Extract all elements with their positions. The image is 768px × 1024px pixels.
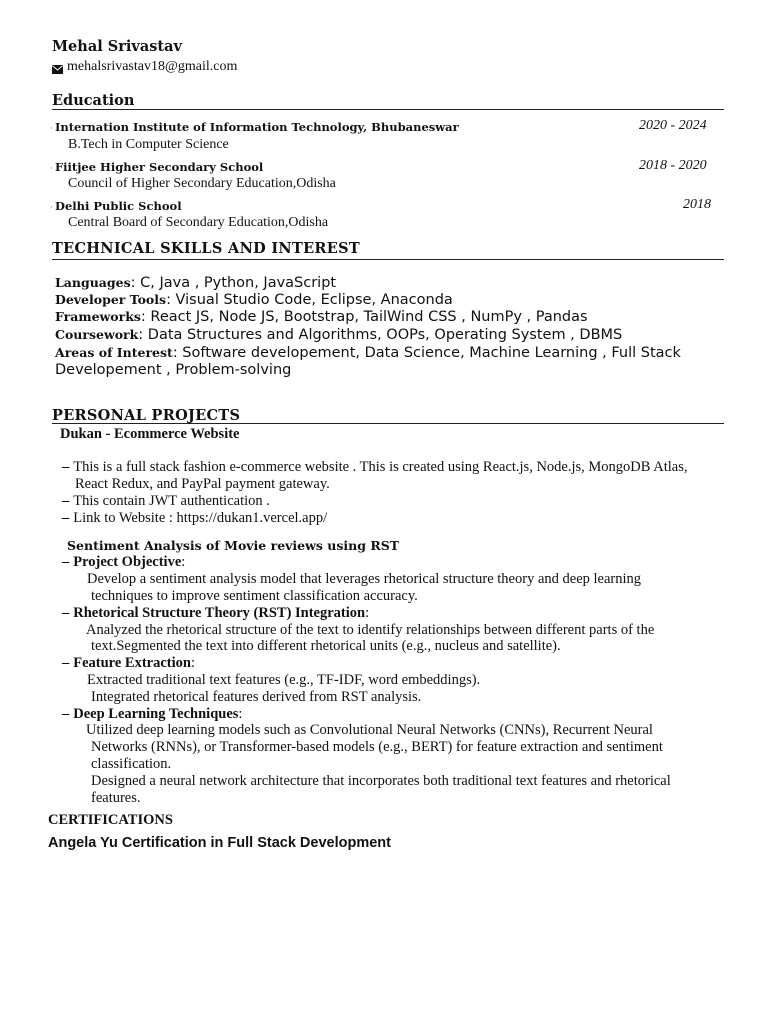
text-line: Analyzed the rhetorical structure of the text to identify relationships between different parts of the xyxy=(86,622,655,638)
education-detail: Council of Higher Secondary Education,Odisha xyxy=(68,176,336,191)
list-item: – Project Objective: xyxy=(62,554,186,570)
education-dates: 2020 - 2024 xyxy=(639,118,707,133)
email-link[interactable]: mehalsrivastav18@gmail.com xyxy=(67,59,238,74)
skill-languages: Languages: C, Java , Python, JavaScript xyxy=(55,275,337,291)
list-item-continuation: React Redux, and PayPal payment gateway. xyxy=(75,476,330,492)
email-row xyxy=(52,59,237,75)
skill-continuation: Developement , Problem-solving xyxy=(55,362,292,378)
website-link[interactable]: Link to Website : https://dukan1.vercel.app/ xyxy=(73,510,328,526)
project-title: Dukan - Ecommerce Website xyxy=(60,426,240,442)
education-detail: B.Tech in Computer Science xyxy=(68,137,229,152)
projects-heading: PERSONAL PROJECTS xyxy=(52,407,241,424)
text-line: Extracted traditional text features (e.g., TF-IDF, word embeddings). xyxy=(87,672,481,688)
bullet-dot-icon: · xyxy=(50,163,53,173)
certifications-heading: CERTIFICATIONS xyxy=(48,812,173,828)
text-line: techniques to improve sentiment classification accuracy. xyxy=(91,588,418,604)
list-item: – Feature Extraction: xyxy=(62,655,195,671)
education-dates: 2018 - 2020 xyxy=(639,158,707,173)
text-line: Designed a neural network architecture that incorporates both traditional text features and rhetorical xyxy=(91,773,671,789)
bullet-dot-icon: · xyxy=(50,123,53,133)
projects-rule xyxy=(52,423,724,424)
education-dates: 2018 xyxy=(683,197,711,212)
text-line: Develop a sentiment analysis model that leverages rhetorical structure theory and deep learning xyxy=(87,571,642,587)
certification-item: Angela Yu Certification in Full Stack Development xyxy=(48,835,391,851)
text-line: Networks (RNNs), or Transformer-based models (e.g., BERT) for feature extraction and sentiment xyxy=(91,739,663,755)
text-line: Integrated rhetorical features derived from RST analysis. xyxy=(91,689,422,705)
education-institution: Delhi Public School xyxy=(55,199,182,213)
text-line: classification. xyxy=(91,756,172,772)
envelope-icon xyxy=(52,63,63,72)
text-line: Utilized deep learning models such as Convolutional Neural Networks (CNNs), Recurrent Neural xyxy=(86,722,653,738)
education-heading: Education xyxy=(52,92,135,109)
text-line: features. xyxy=(91,790,141,806)
list-item: – This is a full stack fashion e-commerce website . This is created using React.js, Node.js, MongoDB Atlas, xyxy=(62,459,688,475)
education-detail: Central Board of Secondary Education,Odisha xyxy=(68,215,329,230)
text-line: text.Segmented the text into different rhetorical units (e.g., nucleus and satellite). xyxy=(91,638,561,654)
project-title: Sentiment Analysis of Movie reviews using RST xyxy=(67,538,400,553)
skill-areas-of-interest: Areas of Interest: Software developement, Data Science, Machine Learning , Full Stack xyxy=(55,345,681,361)
education-rule xyxy=(52,109,724,110)
list-item: – Deep Learning Techniques: xyxy=(62,706,243,722)
skill-developer-tools: Developer Tools: Visual Studio Code, Eclipse, Anaconda xyxy=(55,292,453,308)
skill-frameworks: Frameworks: React JS, Node JS, Bootstrap, TailWind CSS , NumPy , Pandas xyxy=(55,309,588,325)
skills-heading: TECHNICAL SKILLS AND INTEREST xyxy=(52,240,360,257)
candidate-name: Mehal Srivastav xyxy=(52,38,182,55)
skills-rule xyxy=(52,259,724,260)
education-institution: Fiitjee Higher Secondary School xyxy=(55,160,264,174)
education-entry xyxy=(50,118,459,136)
list-item: – This contain JWT authentication . xyxy=(62,493,270,509)
skill-coursework: Coursework: Data Structures and Algorithms, OOPs, Operating System , DBMS xyxy=(55,327,623,343)
education-entry xyxy=(50,158,263,176)
education-entry xyxy=(50,197,182,215)
list-item: – Rhetorical Structure Theory (RST) Integration: xyxy=(62,605,370,621)
list-item: – Link to Website : https://dukan1.vercel.app/ xyxy=(62,510,328,526)
bullet-dot-icon: · xyxy=(50,202,53,212)
education-institution: Internation Institute of Information Technology, Bhubaneswar xyxy=(55,120,459,134)
